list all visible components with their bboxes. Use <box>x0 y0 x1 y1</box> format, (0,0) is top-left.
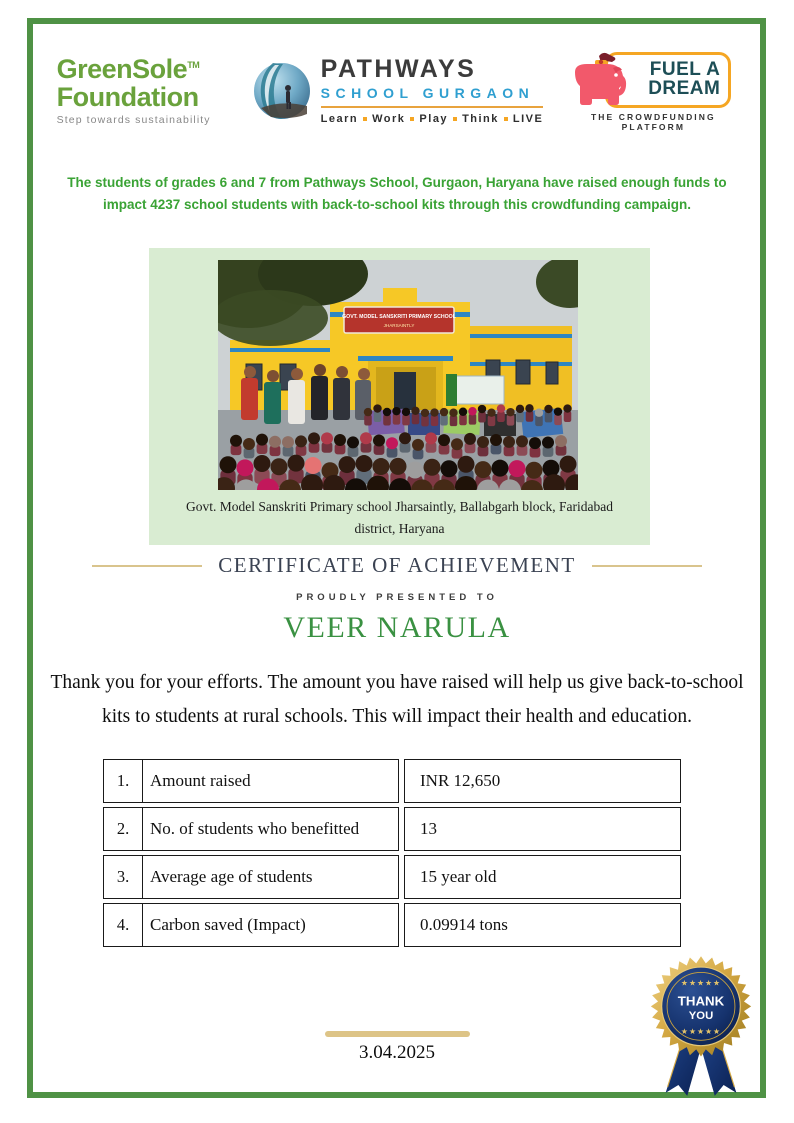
bullet-separator <box>504 117 508 121</box>
event-banner <box>454 376 504 404</box>
fueladream-line1: FUEL A <box>649 59 721 81</box>
photo-caption: Govt. Model Sanskriti Primary school Jharsaintly, Ballabgarh block, Faridabad district, Haryana <box>186 499 613 537</box>
bullet-separator <box>453 117 457 121</box>
elephant-icon <box>569 50 639 112</box>
pathways-subtitle: SCHOOL GURGAON <box>321 85 544 108</box>
greensole-name <box>56 53 227 84</box>
sign-line2: JHARSAINTLY <box>383 323 415 328</box>
fueladream-logo <box>569 50 737 132</box>
row-label: Average age of students <box>150 867 313 886</box>
badge-stars-top: ★★★★★ <box>680 978 722 988</box>
fueladream-tagline: THE CROWDFUNDING PLATFORM <box>590 112 716 132</box>
pathways-text <box>321 57 544 125</box>
tagline-word: LIVE <box>512 113 544 125</box>
greensole-line1: GreenSole <box>56 53 188 84</box>
row-number: 4. <box>104 904 143 946</box>
thank-you-message: Thank you for your efforts. The amount you have raised will help us give back-to-school kits to students at rural schools. This will impact their health and education. <box>50 672 744 728</box>
certificate-title: CERTIFICATE OF ACHIEVEMENT <box>218 553 576 577</box>
row-value: INR 12,650 <box>404 759 681 803</box>
row-number: 1. <box>104 760 143 802</box>
pathways-tagline <box>321 113 544 125</box>
tagline-word: Play <box>419 113 449 125</box>
date-divider-bar <box>325 1031 470 1037</box>
badge-you: YOU <box>688 1010 714 1023</box>
greensole-line2: Foundation <box>56 81 199 112</box>
greensole-tagline: Step towards sustainability <box>56 114 211 127</box>
row-label: Amount raised <box>150 771 251 790</box>
row-value: 13 <box>404 807 681 851</box>
table-row <box>103 855 681 899</box>
greensole-logo <box>56 53 227 127</box>
tagline-word: Learn <box>320 113 359 125</box>
school-sign <box>342 307 457 333</box>
recipient-name: VEER NARULA <box>283 611 511 644</box>
badge-thank: THANK <box>677 993 725 1009</box>
school-photo <box>218 260 578 490</box>
row-label: No. of students who benefitted <box>150 819 360 838</box>
row-label: Carbon saved (Impact) <box>150 915 306 934</box>
row-number: 3. <box>104 856 143 898</box>
certificate-date: 3.04.2025 <box>359 1042 435 1063</box>
presented-to-label: PROUDLY PRESENTED TO <box>296 592 498 603</box>
trademark-symbol: TM <box>187 59 200 70</box>
intro-paragraph: The students of grades 6 and 7 from Pathways School, Gurgaon, Haryana have raised enough funds to impact 4237 school students with back-to-school kits through this crowdfunding campaign. <box>67 175 727 212</box>
table-row <box>103 807 681 851</box>
table-row <box>103 903 681 947</box>
bullet-separator <box>410 117 414 121</box>
bullet-separator <box>363 117 367 121</box>
impact-table <box>103 759 681 951</box>
row-number: 2. <box>104 808 143 850</box>
photo-section <box>149 248 650 545</box>
sign-line1: GOVT. MODEL SANSKRITI PRIMARY SCHOOL <box>342 314 456 320</box>
logo-row <box>0 50 794 132</box>
pathways-logo <box>253 57 544 125</box>
thank-you-badge <box>642 953 760 1103</box>
tagline-word: Work <box>372 113 406 125</box>
tagline-word: Think <box>462 113 499 125</box>
badge-stars-bottom: ★★★★★ <box>680 1026 722 1036</box>
row-value: 15 year old <box>404 855 681 899</box>
fueladream-line2: DREAM <box>648 78 721 99</box>
certificate-heading-row <box>0 553 794 578</box>
pathways-globe-icon <box>253 62 311 120</box>
pathways-title: PATHWAYS <box>320 55 477 83</box>
row-value: 0.09914 tons <box>404 903 681 947</box>
table-row <box>103 759 681 803</box>
right-gold-rule <box>592 565 702 567</box>
left-gold-rule <box>92 565 202 567</box>
